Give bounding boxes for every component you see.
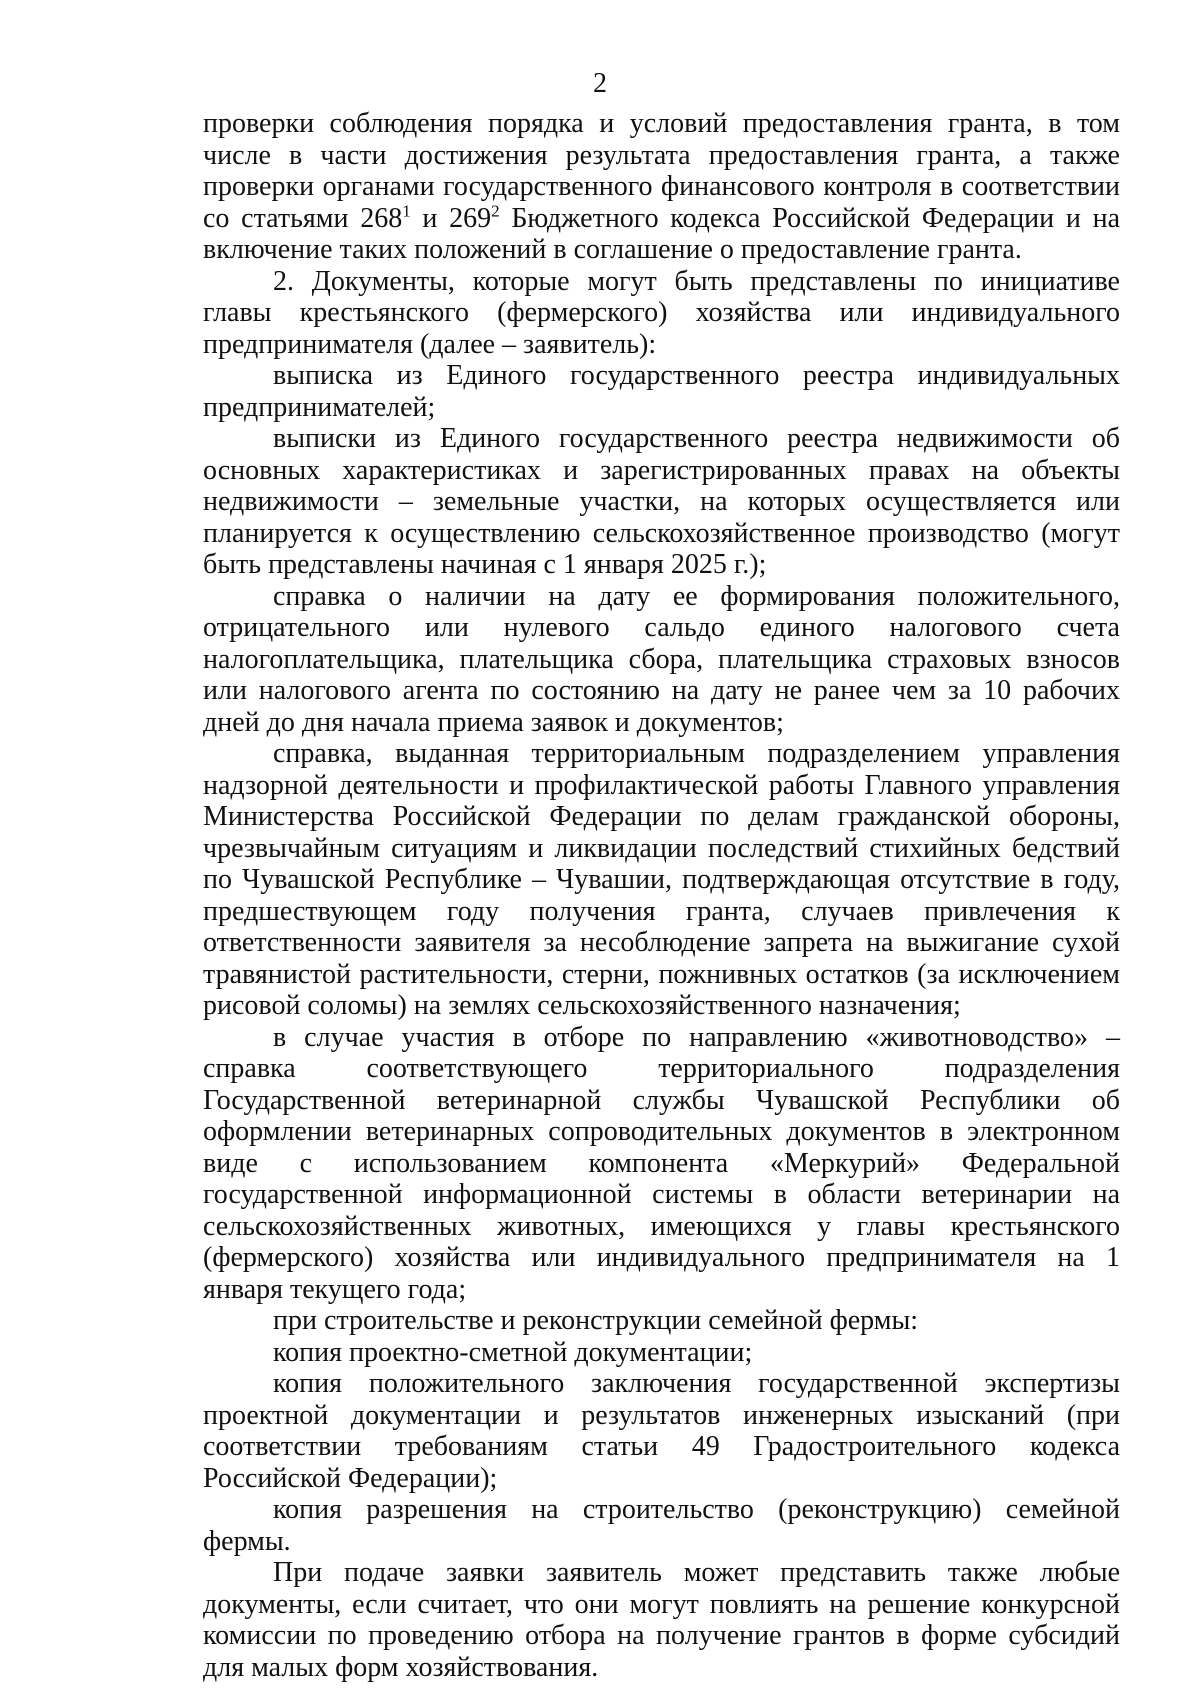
article-number-268: 268 xyxy=(360,202,403,234)
paragraph-11: копия разрешения на строительство (реконструкцию) семейной фермы. xyxy=(203,1494,1120,1557)
paragraph-1-tail: Бюджетного кодекса Российской Федерации и на включение таких положений в соглашение о предоставление гранта. xyxy=(203,202,1120,265)
paragraph-6: справка, выданная территориальным подразделением управления надзорной деятельности и профилактической работы Главного управления Министерства Российской Федерации по делам гражданской обороны, чрезвычайным ситуациям и ликвидации последствий стихийных бедствий по Чувашской Республике – Чувашии, подтверждающая отсутствие в году, предшествующем году получения гранта, случаев привлечения к ответственности заявителя за несоблюдение запрета на выжигание сухой травянистой растительности, стерни, пожнивных остатков (за исключением рисовой соломы) на землях сельскохозяйственного назначения; xyxy=(203,738,1120,1021)
paragraph-1 xyxy=(203,108,1120,266)
paragraph-12: При подаче заявки заявитель может представить также любые документы, если считает, что они могут повлиять на решение конкурсной комиссии по проведению отбора на получение грантов в форме субсидий для малых форм хозяйствования. xyxy=(203,1557,1120,1683)
superscript-2: 2 xyxy=(491,201,500,221)
document-body xyxy=(203,108,1120,1683)
article-number-269: 269 xyxy=(449,202,492,234)
paragraph-10: копия положительного заключения государственной экспертизы проектной документации и результатов инженерных изысканий (при соответствии требованиям статьи 49 Градостроительного кодекса Российской Федерации); xyxy=(203,1368,1120,1494)
page-number: 2 xyxy=(593,68,607,99)
paragraph-4: выписки из Единого государственного реестра недвижимости об основных характеристиках и зарегистрированных правах на объекты недвижимости – земельные участки, на которых осуществляется или планируется к осуществлению сельскохозяйственное производство (могут быть представлены начиная с 1 января 2025 г.); xyxy=(203,423,1120,580)
paragraph-8: при строительстве и реконструкции семейной фермы: xyxy=(273,1305,919,1336)
paragraph-1-text: проверки соблюдения порядка и условий предоставления гранта, в том числе в части достижения результата предоставления гранта, а также проверки органами государственного финансового контроля в соответствии со статьями xyxy=(203,108,1120,234)
paragraph-5: справка о наличии на дату ее формирования положительного, отрицательного или нулевого сальдо единого налогового счета налогоплательщика, плательщика сбора, плательщика страховых взносов или налогового агента по состоянию на дату не ранее чем за 10 рабочих дней до дня начала приема заявок и документов; xyxy=(203,580,1120,738)
paragraph-2: 2. Документы, которые могут быть представлены по инициативе главы крестьянского (фермерского) хозяйства или индивидуального предпринимателя (далее – заявитель): xyxy=(203,265,1120,360)
paragraph-7: в случае участия в отборе по направлению «животноводство» – справка соответствующего территориального подразделения Государственной ветеринарной службы Чувашской Республики об оформлении ветеринарных сопроводительных документов в электронном виде с использованием компонента «Меркурий» Федеральной государственной информационной системы в области ветеринарии на сельскохозяйственных животных, имеющихся у главы крестьянского (фермерского) хозяйства или индивидуального предпринимателя на 1 января текущего года; xyxy=(203,1021,1120,1305)
paragraph-9: копия проектно-сметной документации; xyxy=(273,1336,753,1368)
superscript-1: 1 xyxy=(402,201,411,221)
conjunction-and: и xyxy=(410,202,450,234)
paragraph-3: выписка из Единого государственного реестра индивидуальных предпринимателей; xyxy=(203,360,1120,423)
